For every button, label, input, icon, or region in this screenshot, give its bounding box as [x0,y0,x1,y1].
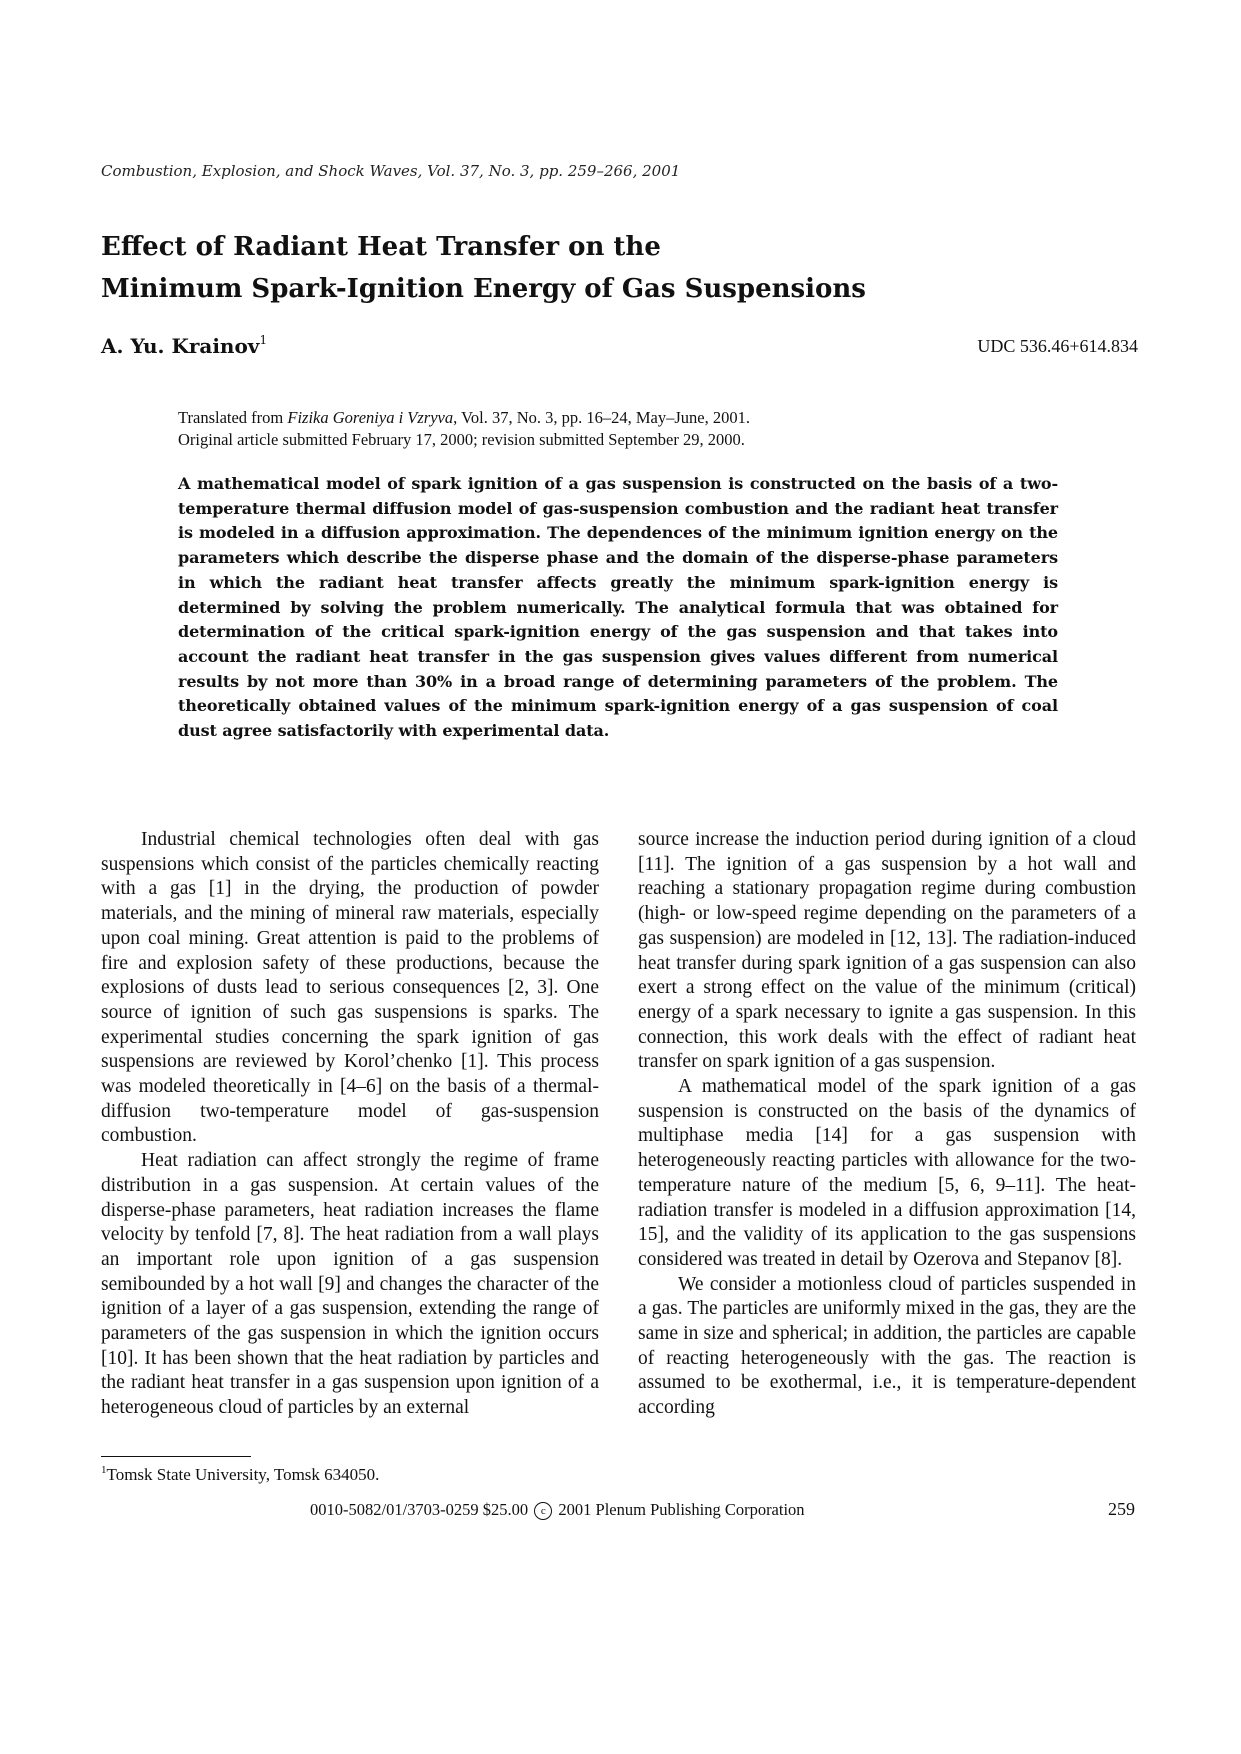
author-footnote-mark: 1 [259,333,268,347]
page-number: 259 [1108,1499,1135,1519]
submission-dates: Original article submitted February 17, 2000; revision submitted September 29, 2000. [178,430,745,449]
translation-note [178,407,1078,451]
body-column-left [101,828,599,1421]
article-title [101,226,1101,310]
author-name [101,333,267,358]
paragraph: source increase the induction period during ignition of a cloud [11]. The ignition of a gas suspension by a hot wall and reaching a stationary propagation regime during combustion (high- or low-speed regime depending on the parameters of a gas suspension) are modeled in [12, 13]. The radiation-induced heat transfer during spark ignition of a gas suspension can also exert a strong effect on the value of the minimum (critical) energy of a spark necessary to ignite a gas suspension. In this connection, this work deals with the effect of radiant heat transfer on spark ignition of a gas suspension. [638,829,1136,1073]
journal-header: Combustion, Explosion, and Shock Waves, Vol. 37, No. 3, pp. 259–266, 2001 [101,162,681,180]
udc-code: UDC 536.46+614.834 [977,336,1138,356]
publisher: 2001 Plenum Publishing Corporation [558,1500,805,1519]
paragraph: We consider a motionless cloud of particles suspended in a gas. The particles are uniformly mixed in the gas, they are the same in size and spherical; in addition, the particles are capable of reacting heterogeneously with the gas. The reaction is assumed to be exothermal, i.e., it is temperature-dependent according [638,1273,1136,1419]
author-text: A. Yu. Krainov [101,334,260,358]
abstract: A mathematical model of spark ignition of a gas suspension is constructed on the basis of a two-temperature thermal diffusion model of gas-suspension combustion and the radiant heat transfer is modeled in a diffusion approximation. The dependences of the minimum ignition energy on the parameters which describe the disperse phase and the domain of the disperse-phase parameters in which the radiant heat transfer affects greatly the minimum spark-ignition energy is determined by solving the problem numerically. The analytical formula that was obtained for determination of the critical spark-ignition energy of the gas suspension and that takes into account the radiant heat transfer in the gas suspension gives values different from numerical results by not more than 30% in a broad range of determining parameters of the problem. The theoretically obtained values of the minimum spark-ignition energy of a gas suspension of coal dust agree satisfactorily with experimental data. [178,474,1058,741]
title-line-2: Minimum Spark-Ignition Energy of Gas Suspensions [101,274,866,304]
translation-source-line: Translated from Fizika Goreniya i Vzryva, Vol. 37, No. 3, pp. 16–24, May–June, 2001. [178,408,750,427]
footnote-text: Tomsk State University, Tomsk 634050. [106,1465,380,1484]
footnote [101,1464,379,1485]
footnote-divider [101,1456,251,1457]
issn-code: 0010-5082/01/3703-0259 $25.00 [310,1500,529,1519]
copyright-line [310,1500,805,1520]
paragraph: Industrial chemical technologies often deal with gas suspensions which consist of the particles chemically reacting with a gas [1] in the drying, the production of powder materials, and the mining of mineral raw materials, especially upon coal mining. Great attention is paid to the problems of fire and explosion safety of these productions, because the explosions of dusts lead to serious consequences [2, 3]. One source of ignition of such gas suspensions is sparks. The experimental studies concerning the spark ignition of gas suspensions are reviewed by Korol’chenko [1]. This process was modeled theoretically in [4–6] on the basis of a thermal-diffusion two-temperature model of gas-suspension combustion. [101,829,599,1147]
paragraph: Heat radiation can affect strongly the regime of frame distribution in a gas suspension. At certain values of the disperse-phase parameters, heat radiation increases the flame velocity by tenfold [7, 8]. The heat radiation from a wall plays an important role upon ignition of a gas suspension semibounded by a hot wall [9] and changes the character of the ignition of a layer of a gas suspension, extending the range of parameters of the gas suspension in which the ignition occurs [10]. It has been shown that the heat radiation by particles and the radiant heat transfer in a gas suspension upon ignition of a heterogeneous cloud of particles by an external [101,1150,599,1419]
footnote-mark: 1 [101,1464,107,1476]
copyright-icon: c [534,1502,552,1520]
title-line-1: Effect of Radiant Heat Transfer on the [101,232,661,262]
source-journal: Fizika Goreniya i Vzryva [287,408,454,427]
body-column-right [638,828,1136,1421]
paragraph: A mathematical model of the spark ignition of a gas suspension is constructed on the basis of the dynamics of multiphase media [14] for a gas suspension with heterogeneously reacting particles with allowance for the two-temperature nature of the medium [5, 6, 9–11]. The heat-radiation transfer is modeled in a diffusion approximation [14, 15], and the validity of its application to the gas suspensions considered was treated in detail by Ozerova and Stepanov [8]. [638,1076,1136,1270]
